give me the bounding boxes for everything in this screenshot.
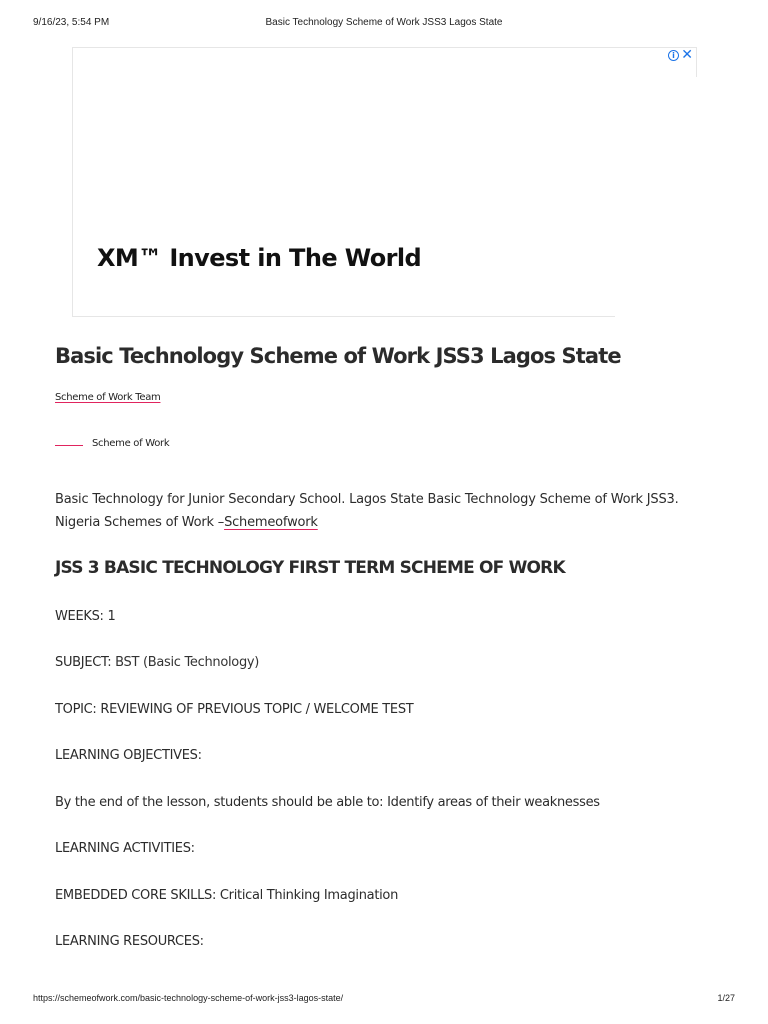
page-title: Basic Technology Scheme of Work JSS3 Lagos State [55,344,621,368]
intro-text: Basic Technology for Junior Secondary School. Lagos State Basic Technology Scheme of Work JSS3. Nigeria Schemes of Work – [55,492,679,530]
ad-controls [615,47,697,77]
resources-label: LEARNING RESOURCES: [55,934,204,949]
section-heading: JSS 3 BASIC TECHNOLOGY FIRST TERM SCHEME OF WORK [55,558,565,578]
schemeofwork-link[interactable]: Schemeofwork [224,515,318,530]
objectives-label: LEARNING OBJECTIVES: [55,748,202,763]
category-link[interactable]: Scheme of Work [92,438,170,449]
print-datetime: 9/16/23, 5:54 PM [33,17,110,28]
topic-field: TOPIC: REVIEWING OF PREVIOUS TOPIC / WELCOME TEST [55,702,414,717]
intro-paragraph [55,488,720,534]
author-link[interactable]: Scheme of Work Team [55,392,161,403]
subject-field [55,655,720,670]
category-divider [55,445,83,446]
weeks-field: WEEKS: 1 [55,609,116,624]
category-row [55,438,720,454]
ad-headline[interactable]: XM™ Invest in The World [97,244,422,272]
activities-label: LEARNING ACTIVITIES: [55,841,195,856]
info-icon[interactable]: i [668,50,679,61]
close-icon[interactable]: ✕ [681,47,693,63]
advertisement-banner[interactable] [72,47,615,317]
subject-value: : BST (Basic Technology) [107,655,260,670]
print-document-title: Basic Technology Scheme of Work JSS3 Lagos State [265,17,503,28]
print-url: https://schemeofwork.com/basic-technology-scheme-of-work-jss3-lagos-state/ [33,993,344,1003]
subject-label: SUBJECT [55,655,108,670]
page-number: 1/27 [717,993,735,1003]
objectives-text: By the end of the lesson, students should be able to: Identify areas of their weaknesses [55,795,600,810]
core-skills-field: EMBEDDED CORE SKILLS: Critical Thinking Imagination [55,888,399,903]
